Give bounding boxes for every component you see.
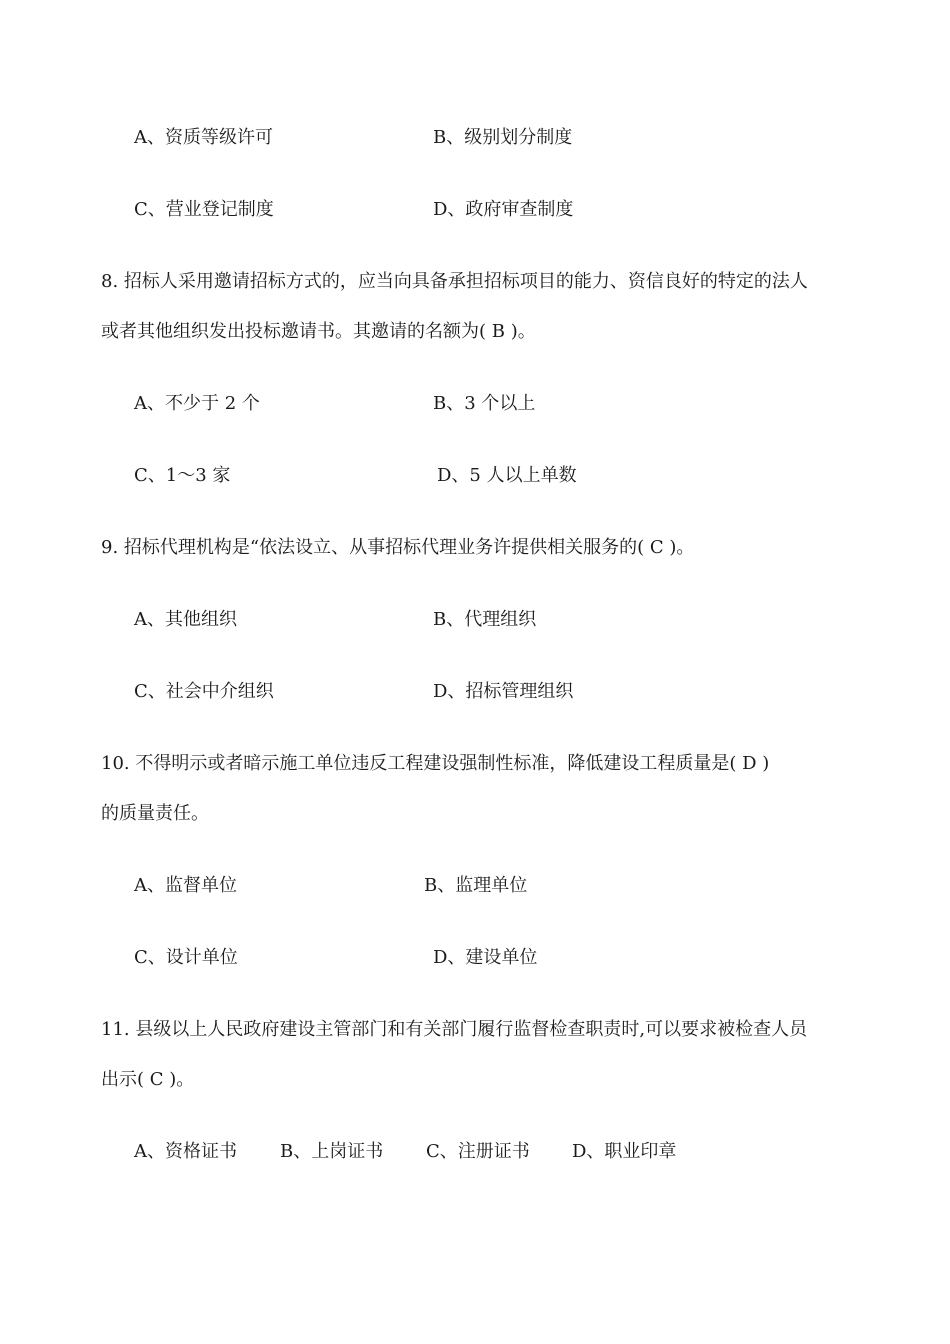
q8-text-line1: 8. 招标人采用邀请招标方式的，应当向具备承担招标项目的能力、资信良好的特定的法人 [101,271,808,292]
q10-option-a: A、监督单位 [134,875,237,896]
q7-option-b: B、级别划分制度 [433,127,573,148]
q10-text-line1: 10. 不得明示或者暗示施工单位违反工程建设强制性标准，降低建设工程质量是( D ) [101,753,770,774]
q10-text-line2: 的质量责任。 [101,803,209,824]
q9-option-d: D、招标管理组织 [433,681,574,702]
q11-option-c: C、注册证书 [426,1141,530,1162]
q8-text-line2: 或者其他组织发出投标邀请书。其邀请的名额为( B )。 [101,321,536,342]
q10-option-b: B、监理单位 [424,875,528,896]
q7-option-a: A、资质等级许可 [134,127,273,148]
q11-option-b: B、上岗证书 [280,1141,384,1162]
q8-option-c: C、1～3 家 [134,465,231,486]
q11-option-a: A、资格证书 [134,1141,237,1162]
q8-option-a: A、不少于 2 个 [134,393,260,414]
q9-option-a: A、其他组织 [134,609,237,630]
q10-option-d: D、建设单位 [433,947,538,968]
q9-option-c: C、社会中介组织 [134,681,274,702]
q9-option-b: B、代理组织 [433,609,537,630]
q11-text-line1: 11. 县级以上人民政府建设主管部门和有关部门履行监督检查职责时,可以要求被检查人员 [101,1019,808,1040]
q8-option-d: D、5 人以上单数 [437,465,577,486]
q11-option-d: D、职业印章 [572,1141,677,1162]
q11-text-line2: 出示( C )。 [101,1069,195,1090]
q10-option-c: C、设计单位 [134,947,238,968]
q7-option-d: D、政府审查制度 [433,199,574,220]
q7-option-c: C、营业登记制度 [134,199,274,220]
q8-option-b: B、3 个以上 [433,393,536,414]
q9-text-line1: 9. 招标代理机构是“依法设立、从事招标代理业务许提供相关服务的( C )。 [101,537,695,558]
